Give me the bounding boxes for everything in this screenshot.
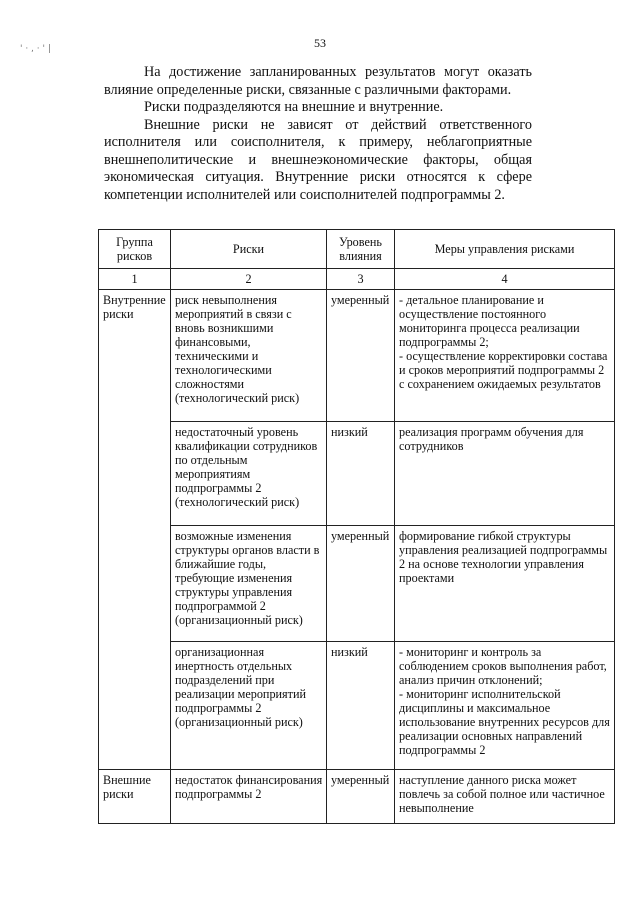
table-row xyxy=(99,642,615,770)
page-number: 53 xyxy=(314,36,326,50)
column-number: 2 xyxy=(171,269,327,290)
risk-description: организационная инертность отдельных подразделений при реализации мероприятий подпрограммы 2 (организационный риск) xyxy=(171,642,327,770)
risk-table xyxy=(98,229,615,824)
measure-item: формирование гибкой структуры управления реализацией подпрограммы 2 на основе технологии управления проектами xyxy=(399,529,608,585)
header-risks: Риски xyxy=(171,230,327,269)
risk-level: умеренный xyxy=(327,290,395,422)
table-row xyxy=(99,770,615,824)
header-risk-measures: Меры управления рисками xyxy=(395,230,615,269)
scan-marks: ' · , · ' | xyxy=(20,44,51,54)
column-number: 3 xyxy=(327,269,395,290)
column-number: 4 xyxy=(395,269,615,290)
measure-item: - детальное планирование и осуществление постоянного мониторинга процесса реализации подпрограммы 2; xyxy=(399,293,580,349)
measure-item: - мониторинг и контроль за соблюдением сроков выполнения работ, анализ причин отклонений; xyxy=(399,645,607,687)
risk-description: недостаточный уровень квалификации сотрудников по отдельным мероприятиям подпрограммы 2 (технологический риск) xyxy=(171,422,327,526)
risk-measures xyxy=(395,290,615,422)
header-impact-level: Уровень влияния xyxy=(327,230,395,269)
paragraph-2: Риски подразделяются на внешние и внутренние. xyxy=(144,99,444,115)
table-row xyxy=(99,290,615,422)
risk-group-external: Внешние риски xyxy=(99,770,171,824)
measure-item: наступление данного риска может повлечь за собой полное или частичное невыполнение xyxy=(399,773,605,815)
risk-level: умеренный xyxy=(327,526,395,642)
paragraph-3: Внешние риски не зависят от действий ответственного исполнителя или соисполнителя, к примеру, неблагоприятные внешнеполитические и внешнеэкономические факторы, общая экономическая ситуация. Внутренние риски относятся к сфере компетенции исполнителей или соисполнителей подпрограммы 2. xyxy=(104,116,532,203)
table-row xyxy=(99,526,615,642)
risk-level: низкий xyxy=(327,422,395,526)
risk-measures xyxy=(395,770,615,824)
intro-text xyxy=(104,64,532,204)
header-risk-group: Группа рисков xyxy=(99,230,171,269)
column-number: 1 xyxy=(99,269,171,290)
risk-measures xyxy=(395,642,615,770)
risk-level: умеренный xyxy=(327,770,395,824)
table-header-row xyxy=(99,230,615,269)
risk-level: низкий xyxy=(327,642,395,770)
risk-measures xyxy=(395,422,615,526)
risk-description: возможные изменения структуры органов власти в ближайшие годы, требующие изменения структуры управления подпрограммой 2 (организационный риск) xyxy=(171,526,327,642)
risk-measures xyxy=(395,526,615,642)
measure-item: - осуществление корректировки состава и сроков мероприятий подпрограммы 2 с сохранением ожидаемых результатов xyxy=(399,349,608,391)
risk-description: недостаток финансирования подпрограммы 2 xyxy=(171,770,327,824)
risk-group-internal: Внутренние риски xyxy=(99,290,171,770)
table-row xyxy=(99,422,615,526)
measure-item: реализация программ обучения для сотрудников xyxy=(399,425,584,453)
paragraph-1: На достижение запланированных результатов могут оказать влияние определенные риски, связанные с различными факторами. xyxy=(104,64,532,98)
measure-item: - мониторинг исполнительской дисциплины и максимальное использование внутренних ресурсов для реализации основных направлений подпрограммы 2 xyxy=(399,687,610,757)
risk-description: риск невыполнения мероприятий в связи с вновь возникшими финансовыми, техническими и технологическими сложностями (технологический риск) xyxy=(171,290,327,422)
column-number-row xyxy=(99,269,615,290)
